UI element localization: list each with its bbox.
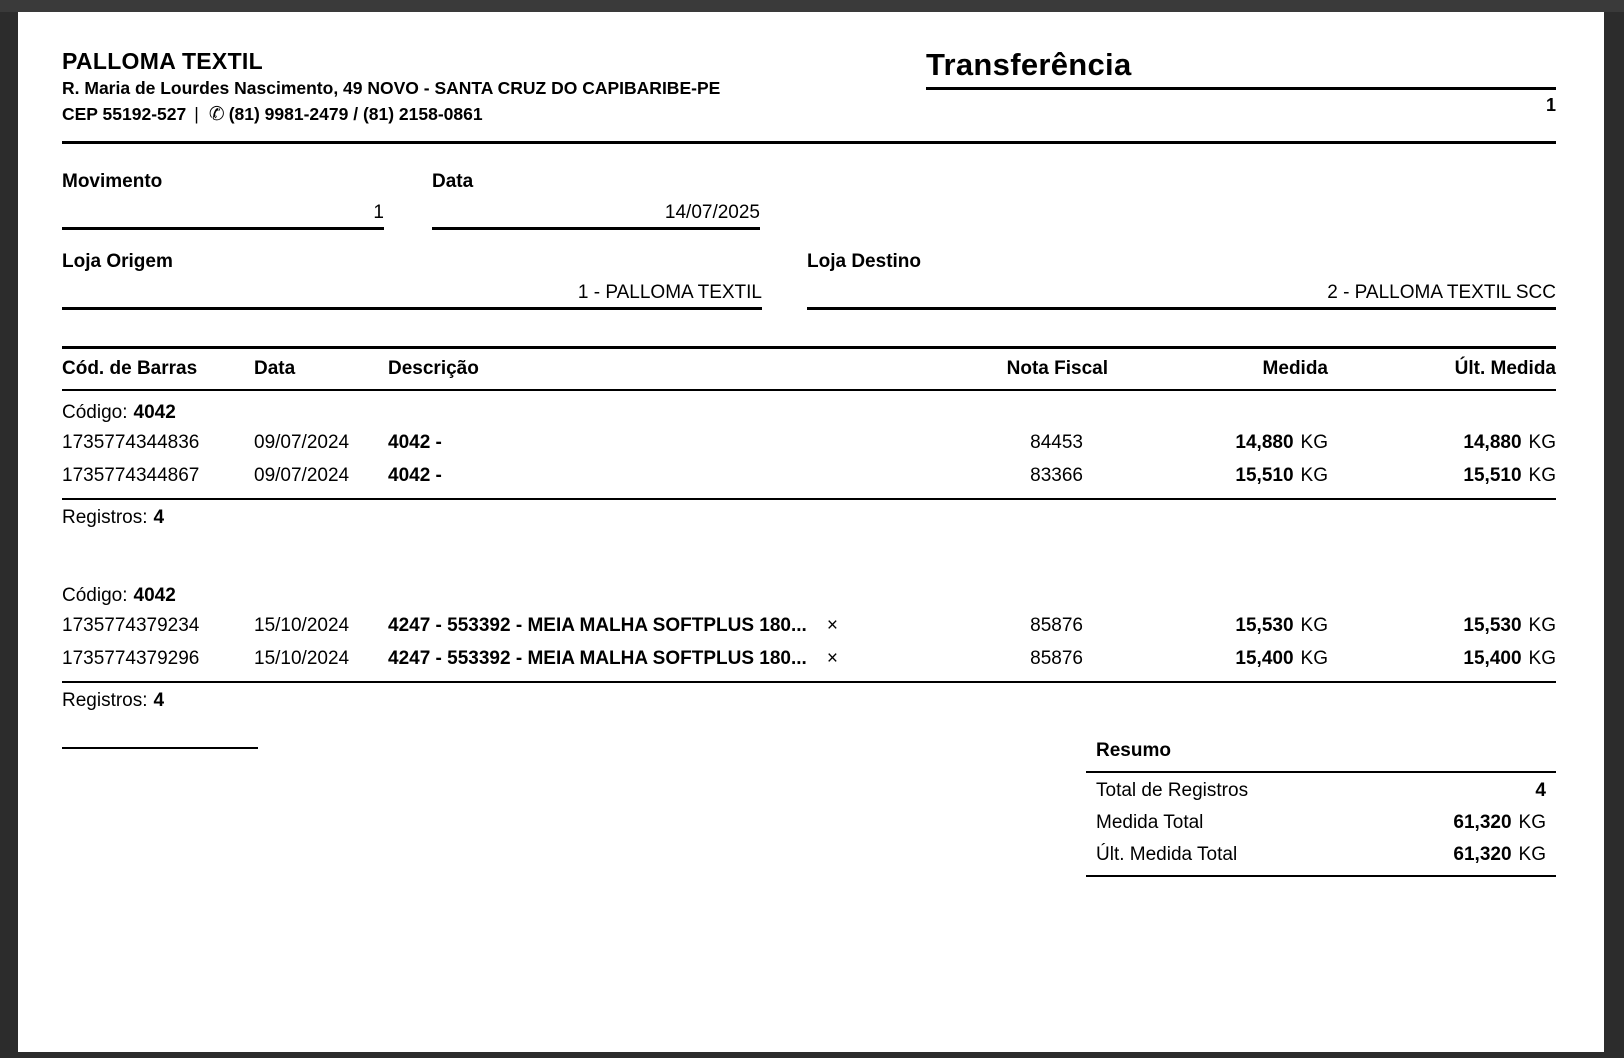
delete-icon: ×	[826, 615, 838, 636]
field-loja-origem	[62, 250, 762, 310]
cell-barcode: 1735774379234	[62, 615, 200, 636]
resumo-panel	[1086, 739, 1556, 877]
cell-ult-medida	[1328, 459, 1556, 492]
resumo-table	[1086, 771, 1556, 877]
field-data-label: Data	[432, 171, 474, 192]
description-text: 4042 -	[388, 465, 442, 486]
group-rows	[62, 426, 1556, 492]
field-loja-origem-value: 1 - PALLOMA TEXTIL	[62, 281, 762, 310]
resumo-unit: KG	[1518, 812, 1546, 833]
company-name: PALLOMA TEXTIL	[62, 48, 263, 74]
title-block	[926, 48, 1556, 116]
cell-description	[388, 609, 948, 642]
table-row	[62, 459, 1556, 492]
table-header-row	[62, 346, 1556, 391]
table-row	[62, 426, 1556, 459]
ult-medida-unit: KG	[1528, 465, 1556, 486]
group-code-line	[62, 574, 1556, 609]
page-number: 1	[1545, 95, 1556, 115]
group-code-line	[62, 391, 1556, 426]
cell-barcode: 1735774379296	[62, 648, 200, 669]
company-block	[62, 48, 720, 126]
cell-medida	[1118, 459, 1328, 492]
resumo-row-total-registros	[1086, 775, 1556, 807]
resumo-row-medida-total	[1086, 807, 1556, 839]
cell-date: 09/07/2024	[254, 432, 350, 453]
medida-value: 15,510	[1235, 465, 1294, 486]
resumo-label: Medida Total	[1096, 812, 1204, 833]
header-date: Data	[254, 358, 296, 379]
delete-icon: ×	[826, 648, 838, 669]
resumo-value: 61,320	[1453, 844, 1512, 865]
description-text: 4042 -	[388, 432, 442, 453]
cell-nota-fiscal: 85876	[1030, 615, 1083, 636]
registros-label: Registros:	[62, 507, 148, 528]
description-text: 4247 - 553392 - MEIA MALHA SOFTPLUS 180...	[388, 615, 807, 636]
cell-date: 15/10/2024	[254, 648, 350, 669]
document-header	[62, 48, 1556, 126]
item-group	[62, 391, 1556, 530]
fields-row-2	[62, 250, 1556, 310]
cell-date: 09/07/2024	[254, 465, 350, 486]
signature-line	[62, 747, 258, 749]
cell-medida	[1118, 642, 1328, 675]
cell-barcode: 1735774344836	[62, 432, 200, 453]
company-contact	[62, 103, 720, 126]
header-separator	[62, 141, 1556, 144]
ult-medida-value: 15,400	[1463, 648, 1522, 669]
table-body	[62, 391, 1556, 713]
resumo-label: Total de Registros	[1096, 780, 1249, 801]
field-data-value: 14/07/2025	[432, 201, 760, 230]
cell-nota-fiscal: 85876	[1030, 648, 1083, 669]
registros-label: Registros:	[62, 690, 148, 711]
items-table	[62, 346, 1556, 713]
table-row	[62, 642, 1556, 675]
company-cep: CEP 55192-527	[62, 104, 187, 124]
header-description: Descrição	[388, 358, 479, 379]
field-movimento	[62, 170, 384, 230]
company-phones: (81) 9981-2479 / (81) 2158-0861	[228, 104, 483, 124]
ult-medida-value: 15,530	[1463, 615, 1522, 636]
resumo-label: Últ. Medida Total	[1096, 844, 1238, 865]
cell-ult-medida	[1328, 609, 1556, 642]
description-text: 4247 - 553392 - MEIA MALHA SOFTPLUS 180...	[388, 648, 807, 669]
resumo-row-ult-medida-total	[1086, 839, 1556, 871]
medida-unit: KG	[1300, 648, 1328, 669]
cell-date: 15/10/2024	[254, 615, 350, 636]
header-barcode: Cód. de Barras	[62, 358, 198, 379]
bottom-area	[62, 739, 1556, 877]
document-page	[18, 12, 1604, 1052]
group-code-value: 4042	[133, 402, 176, 423]
field-loja-origem-label: Loja Origem	[62, 251, 173, 272]
medida-unit: KG	[1300, 432, 1328, 453]
group-end-line	[62, 498, 1556, 500]
group-code-label: Código:	[62, 402, 128, 423]
ult-medida-unit: KG	[1528, 432, 1556, 453]
ult-medida-unit: KG	[1528, 615, 1556, 636]
cell-description	[388, 426, 948, 459]
cell-ult-medida	[1328, 642, 1556, 675]
cell-barcode: 1735774344867	[62, 465, 200, 486]
group-rows	[62, 609, 1556, 675]
viewer-backdrop	[0, 0, 1624, 12]
contact-separator: |	[194, 104, 199, 124]
cell-medida	[1118, 609, 1328, 642]
cell-ult-medida	[1328, 426, 1556, 459]
page-title: Transferência	[926, 48, 1556, 90]
cell-nota-fiscal: 83366	[1030, 465, 1083, 486]
registros-value: 4	[153, 507, 165, 528]
cell-medida	[1118, 426, 1328, 459]
field-loja-destino-label: Loja Destino	[807, 251, 922, 272]
header-nota-fiscal: Nota Fiscal	[1006, 358, 1108, 379]
medida-unit: KG	[1300, 615, 1328, 636]
table-row	[62, 609, 1556, 642]
phone-icon: ✆	[208, 104, 225, 125]
field-movimento-label: Movimento	[62, 171, 163, 192]
medida-value: 15,530	[1235, 615, 1294, 636]
item-group	[62, 574, 1556, 713]
registros-line	[62, 506, 1556, 530]
group-end-line	[62, 681, 1556, 683]
cell-description	[388, 459, 948, 492]
ult-medida-unit: KG	[1528, 648, 1556, 669]
field-movimento-value: 1	[62, 201, 384, 230]
company-address: R. Maria de Lourdes Nascimento, 49 NOVO - SANTA CRUZ DO CAPIBARIBE-PE	[62, 78, 721, 98]
resumo-value: 4	[1535, 780, 1546, 801]
cell-description	[388, 642, 948, 675]
medida-value: 15,400	[1235, 648, 1294, 669]
medida-unit: KG	[1300, 465, 1328, 486]
fields-row-1	[62, 170, 1556, 230]
header-medida: Medida	[1262, 358, 1328, 379]
ult-medida-value: 14,880	[1463, 432, 1522, 453]
registros-value: 4	[153, 690, 165, 711]
medida-value: 14,880	[1235, 432, 1294, 453]
resumo-value: 61,320	[1453, 812, 1512, 833]
field-loja-destino	[807, 250, 1556, 310]
field-loja-destino-value: 2 - PALLOMA TEXTIL SCC	[807, 281, 1556, 310]
cell-nota-fiscal: 84453	[1030, 432, 1083, 453]
group-code-value: 4042	[133, 585, 176, 606]
resumo-unit: KG	[1518, 844, 1546, 865]
group-code-label: Código:	[62, 585, 128, 606]
registros-line	[62, 689, 1556, 713]
resumo-title: Resumo	[1096, 740, 1171, 761]
header-ult-medida: Últ. Medida	[1454, 358, 1556, 379]
ult-medida-value: 15,510	[1463, 465, 1522, 486]
field-data	[432, 170, 760, 230]
